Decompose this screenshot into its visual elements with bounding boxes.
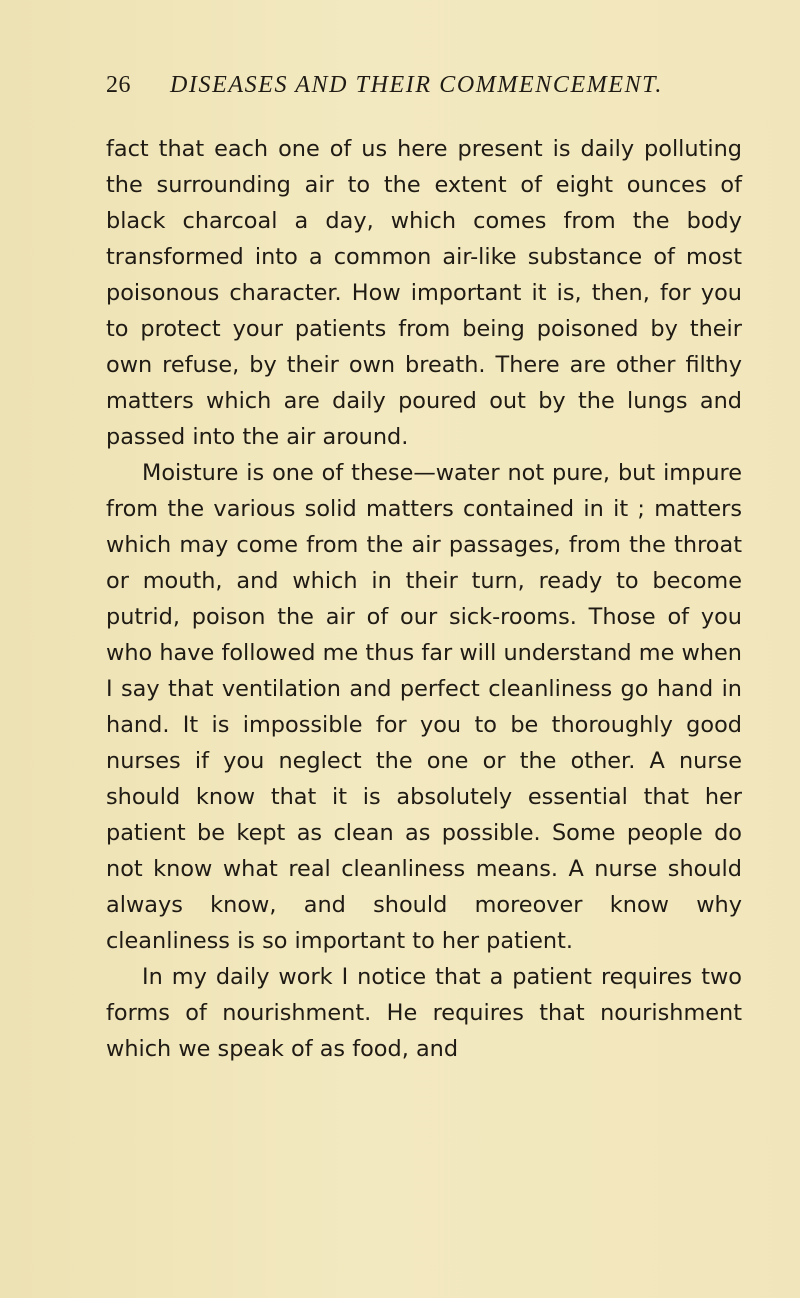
running-title: DISEASES AND THEIR COMMENCEMENT. (170, 72, 663, 98)
running-head (106, 72, 706, 112)
body-text (106, 131, 742, 1067)
paragraph-1: fact that each one of us here present is daily polluting the surrounding air to the extent of eight ounces of black charcoal a day, which comes from the body transformed into a common air-like substance of most poisonous character. How important it is, then, for you to protect your patients from being poisoned by their own refuse, by their own breath. There are other filthy matters which are daily poured out by the lungs and passed into the air around. (106, 136, 742, 450)
paragraph-2: Moisture is one of these—water not pure, but impure from the various solid matters contained in it ; matters which may come from the air passages, from the throat or mouth, and which in their turn, ready to become putrid, poison the air of our sick-rooms. Those of you who have followed me thus far will understand me when I say that ventilation and perfect cleanliness go hand in hand. It is impossible for you to be thoroughly good nurses if you neglect the one or the other. A nurse should know that it is absolutely essential that her patient be kept as clean as possible. Some people do not know what real cleanliness means. A nurse should always know, and should moreover know why cleanliness is so important to her patient. (106, 460, 742, 954)
page-number: 26 (106, 72, 131, 98)
paragraph-3: In my daily work I notice that a patient requires two forms of nourishment. He requires that nourishment which we speak of as food, and (106, 964, 742, 1062)
